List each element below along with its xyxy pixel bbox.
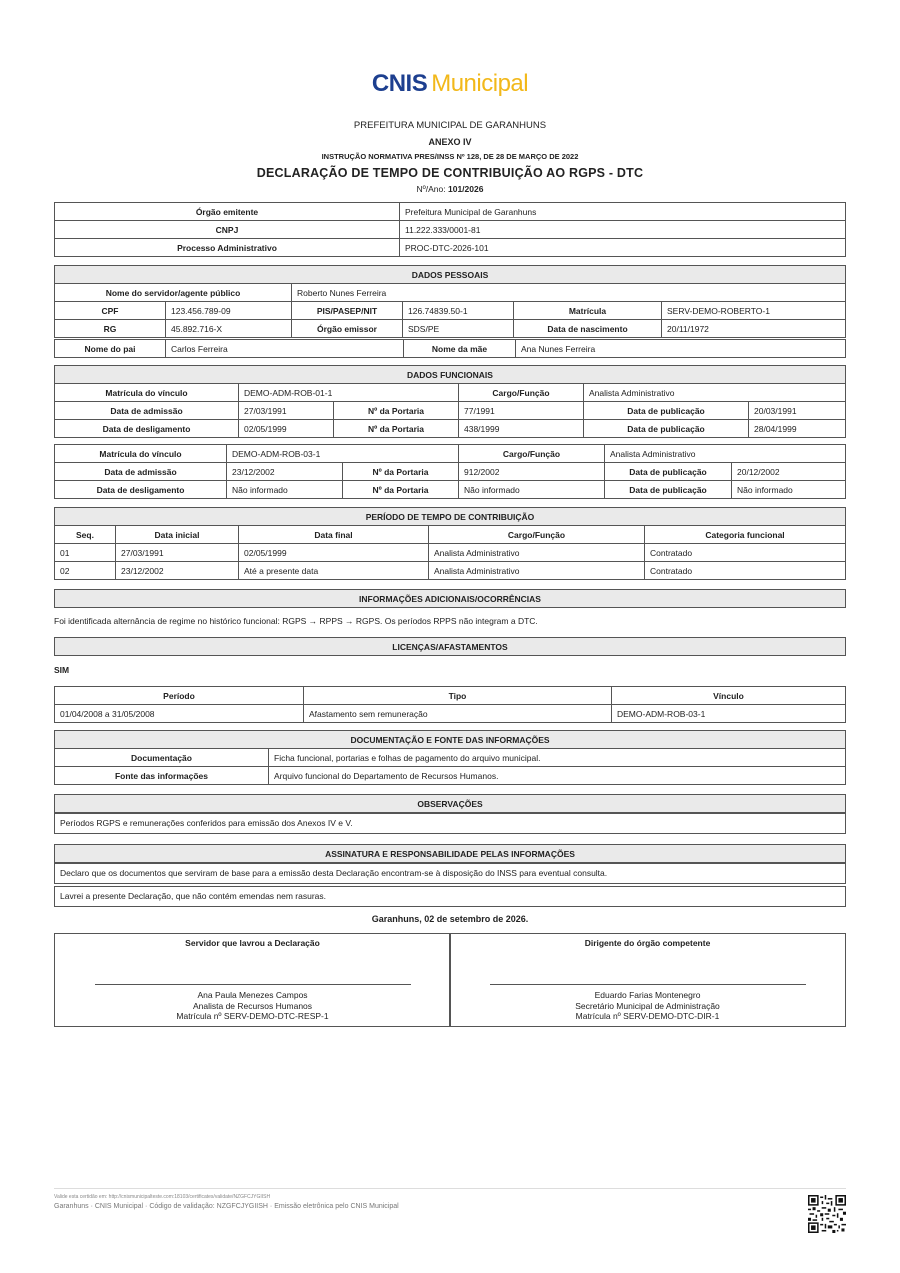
info-title: INFORMAÇÕES ADICIONAIS/OCORRÊNCIAS — [55, 590, 846, 608]
documentacao-table — [54, 730, 846, 785]
emitente-label: Órgão emitente — [55, 203, 400, 221]
dados-pessoais-title: DADOS PESSOAIS — [55, 266, 846, 284]
filiacao-table — [54, 339, 846, 358]
info-text: Foi identificada alternância de regime no histórico funcional: RGPS → RPPS → RGPS. Os períodos RPPS não integram a DTC. — [54, 616, 538, 626]
publicacao-label: Data de publicação — [605, 481, 732, 499]
col-cargo: Cargo/Função — [429, 526, 645, 544]
pis-label: PIS/PASEP/NIT — [292, 302, 403, 320]
mae-value: Ana Nunes Ferreira — [516, 340, 846, 358]
portaria-label: Nº da Portaria — [334, 402, 459, 420]
cnpj-value: 11.222.333/0001-81 — [400, 221, 846, 239]
number-label: Nº/Ano: — [416, 184, 446, 194]
licencas-title: LICENÇAS/AFASTAMENTOS — [55, 638, 846, 656]
fonte-value: Arquivo funcional do Departamento de Recursos Humanos. — [269, 767, 846, 785]
desligamento-label: Data de desligamento — [55, 420, 239, 438]
vinculo-cargo-label: Cargo/Função — [459, 384, 584, 402]
cell: 27/03/1991 — [116, 544, 239, 562]
cell: 02 — [55, 562, 116, 580]
cell: Até a presente data — [239, 562, 429, 580]
signer-matricula: Matrícula nº SERV-DEMO-DTC-RESP-1 — [176, 1011, 329, 1021]
nascimento-label: Data de nascimento — [514, 320, 662, 338]
publicacao-value: 20/03/1991 — [749, 402, 846, 420]
mae-label: Nome da mãe — [404, 340, 516, 358]
desligamento-value: 02/05/1999 — [239, 420, 334, 438]
logo-municipal: Municipal — [431, 70, 529, 97]
col-categoria: Categoria funcional — [645, 526, 846, 544]
info-table — [54, 589, 846, 608]
number-value: 101/2026 — [448, 184, 484, 194]
signature-line — [95, 984, 411, 985]
table-row — [55, 562, 846, 580]
logo-cnis: CNIS — [371, 70, 428, 97]
vinculo-cargo-value: Analista Administrativo — [605, 445, 846, 463]
cell: DEMO-ADM-ROB-03-1 — [612, 705, 846, 723]
signer-name: Eduardo Farias Montenegro — [594, 990, 701, 1000]
rg-value: 45.892.716-X — [166, 320, 292, 338]
licencas-flag: SIM — [54, 665, 70, 675]
cell: Contratado — [645, 562, 846, 580]
qr-code-icon — [808, 1194, 846, 1234]
signature-right — [449, 933, 846, 1027]
signature-left — [54, 933, 451, 1027]
signature-right-title: Dirigente do órgão competente — [584, 938, 711, 948]
document-title: DECLARAÇÃO DE TEMPO DE CONTRIBUIÇÃO AO RGPS - DTC — [256, 166, 644, 180]
cell: 01/04/2008 a 31/05/2008 — [55, 705, 304, 723]
pis-value: 126.74839.50-1 — [403, 302, 514, 320]
orgao-table — [54, 202, 846, 257]
instrucao-normativa: INSTRUÇÃO NORMATIVA PRES/INSS Nº 128, DE 28 DE MARÇO DE 2022 — [321, 152, 579, 161]
processo-label: Processo Administrativo — [55, 239, 400, 257]
anexo-label: ANEXO IV — [428, 137, 472, 147]
cpf-label: CPF — [55, 302, 166, 320]
orgao-emissor-label: Órgão emissor — [292, 320, 403, 338]
observacoes-title: OBSERVAÇÕES — [55, 795, 846, 813]
doc-label: Documentação — [55, 749, 269, 767]
vinculo-cargo-value: Analista Administrativo — [584, 384, 846, 402]
dados-pessoais-table — [54, 265, 846, 338]
table-row — [55, 705, 846, 723]
assinatura-title: ASSINATURA E RESPONSABILIDADE PELAS INFORMAÇÕES — [55, 845, 846, 863]
publicacao-label: Data de publicação — [605, 463, 732, 481]
admissao-label: Data de admissão — [55, 463, 227, 481]
cell: 01 — [55, 544, 116, 562]
portaria-label: Nº da Portaria — [343, 481, 459, 499]
admissao-label: Data de admissão — [55, 402, 239, 420]
col-vinculo: Vínculo — [612, 687, 846, 705]
periodo-table — [54, 507, 846, 580]
signer-role: Analista de Recursos Humanos — [192, 1000, 313, 1011]
cell: Afastamento sem remuneração — [304, 705, 612, 723]
cell: Analista Administrativo — [429, 562, 645, 580]
table-row — [55, 544, 846, 562]
desligamento-value: Não informado — [227, 481, 343, 499]
publicacao-value: 20/12/2002 — [732, 463, 846, 481]
signature-left-info — [55, 990, 450, 1022]
matricula-label: Matrícula — [514, 302, 662, 320]
portaria-value: 77/1991 — [459, 402, 584, 420]
portaria-value: Não informado — [459, 481, 605, 499]
observacoes-table — [54, 794, 846, 813]
publicacao-label: Data de publicação — [584, 420, 749, 438]
vinculo-matricula-label: Matrícula do vínculo — [55, 445, 227, 463]
document-number — [54, 184, 846, 194]
desligamento-label: Data de desligamento — [55, 481, 227, 499]
local-data: Garanhuns, 02 de setembro de 2026. — [371, 914, 529, 924]
signature-line — [490, 984, 806, 985]
vinculo-cargo-label: Cargo/Função — [459, 445, 605, 463]
licencas-title-table — [54, 637, 846, 656]
publicacao-value: 28/04/1999 — [749, 420, 846, 438]
dados-funcionais-table-1 — [54, 365, 846, 438]
emitente-value: Prefeitura Municipal de Garanhuns — [400, 203, 846, 221]
cell: 02/05/1999 — [239, 544, 429, 562]
processo-value: PROC-DTC-2026-101 — [400, 239, 846, 257]
nome-label: Nome do servidor/agente público — [55, 284, 292, 302]
admissao-value: 27/03/1991 — [239, 402, 334, 420]
assinatura-text-2: Lavrei a presente Declaração, que não contém emendas nem rasuras. — [54, 886, 846, 907]
fonte-label: Fonte das informações — [55, 767, 269, 785]
pai-label: Nome do pai — [55, 340, 166, 358]
nome-value: Roberto Nunes Ferreira — [292, 284, 846, 302]
cell: Analista Administrativo — [429, 544, 645, 562]
assinatura-table — [54, 844, 846, 863]
rg-label: RG — [55, 320, 166, 338]
dados-funcionais-table-2 — [54, 444, 846, 499]
admissao-value: 23/12/2002 — [227, 463, 343, 481]
col-periodo: Período — [55, 687, 304, 705]
vinculo-matricula-label: Matrícula do vínculo — [55, 384, 239, 402]
assinatura-text-1: Declaro que os documentos que serviram de base para a emissão desta Declaração encontram-se à disposição do INSS para eventual consulta. — [54, 863, 846, 884]
signer-name: Ana Paula Menezes Campos — [197, 990, 308, 1000]
footer-line: Garanhuns · CNIS Municipal · Código de validação: NZGFCJYGIISH · Emissão eletrônica pelo CNIS Municipal — [54, 1203, 399, 1210]
prefeitura-name: PREFEITURA MUNICIPAL DE GARANHUNS — [353, 120, 547, 131]
footer-validation-url[interactable]: Valide esta certidão em: http://cnismunicipalteste.com:18103/certificates/validate/NZGFCJYGIISH — [54, 1194, 271, 1200]
vinculo-matricula-value: DEMO-ADM-ROB-01-1 — [239, 384, 459, 402]
dados-funcionais-title: DADOS FUNCIONAIS — [55, 366, 846, 384]
nascimento-value: 20/11/1972 — [662, 320, 846, 338]
licencas-table — [54, 686, 846, 723]
cell: Contratado — [645, 544, 846, 562]
col-seq: Seq. — [55, 526, 116, 544]
matricula-value: SERV-DEMO-ROBERTO-1 — [662, 302, 846, 320]
cpf-value: 123.456.789-09 — [166, 302, 292, 320]
cell: 23/12/2002 — [116, 562, 239, 580]
footer — [54, 1188, 846, 1210]
portaria-value: 438/1999 — [459, 420, 584, 438]
col-tipo: Tipo — [304, 687, 612, 705]
periodo-title: PERÍODO DE TEMPO DE CONTRIBUIÇÃO — [55, 508, 846, 526]
cnpj-label: CNPJ — [55, 221, 400, 239]
signature-left-title: Servidor que lavrou a Declaração — [185, 938, 320, 948]
signer-matricula: Matrícula nº SERV-DEMO-DTC-DIR-1 — [575, 1011, 720, 1021]
orgao-emissor-value: SDS/PE — [403, 320, 514, 338]
cnis-logo — [54, 70, 846, 98]
observacoes-text: Períodos RGPS e remunerações conferidos para emissão dos Anexos IV e V. — [54, 813, 846, 834]
portaria-label: Nº da Portaria — [343, 463, 459, 481]
signer-role: Secretário Municipal de Administração — [575, 1000, 720, 1011]
publicacao-label: Data de publicação — [584, 402, 749, 420]
portaria-label: Nº da Portaria — [334, 420, 459, 438]
col-data-inicial: Data inicial — [116, 526, 239, 544]
pai-value: Carlos Ferreira — [166, 340, 404, 358]
documentacao-title: DOCUMENTAÇÃO E FONTE DAS INFORMAÇÕES — [55, 731, 846, 749]
portaria-value: 912/2002 — [459, 463, 605, 481]
col-data-final: Data final — [239, 526, 429, 544]
vinculo-matricula-value: DEMO-ADM-ROB-03-1 — [227, 445, 459, 463]
publicacao-value: Não informado — [732, 481, 846, 499]
signature-right-info — [450, 990, 845, 1022]
doc-value: Ficha funcional, portarias e folhas de pagamento do arquivo municipal. — [269, 749, 846, 767]
